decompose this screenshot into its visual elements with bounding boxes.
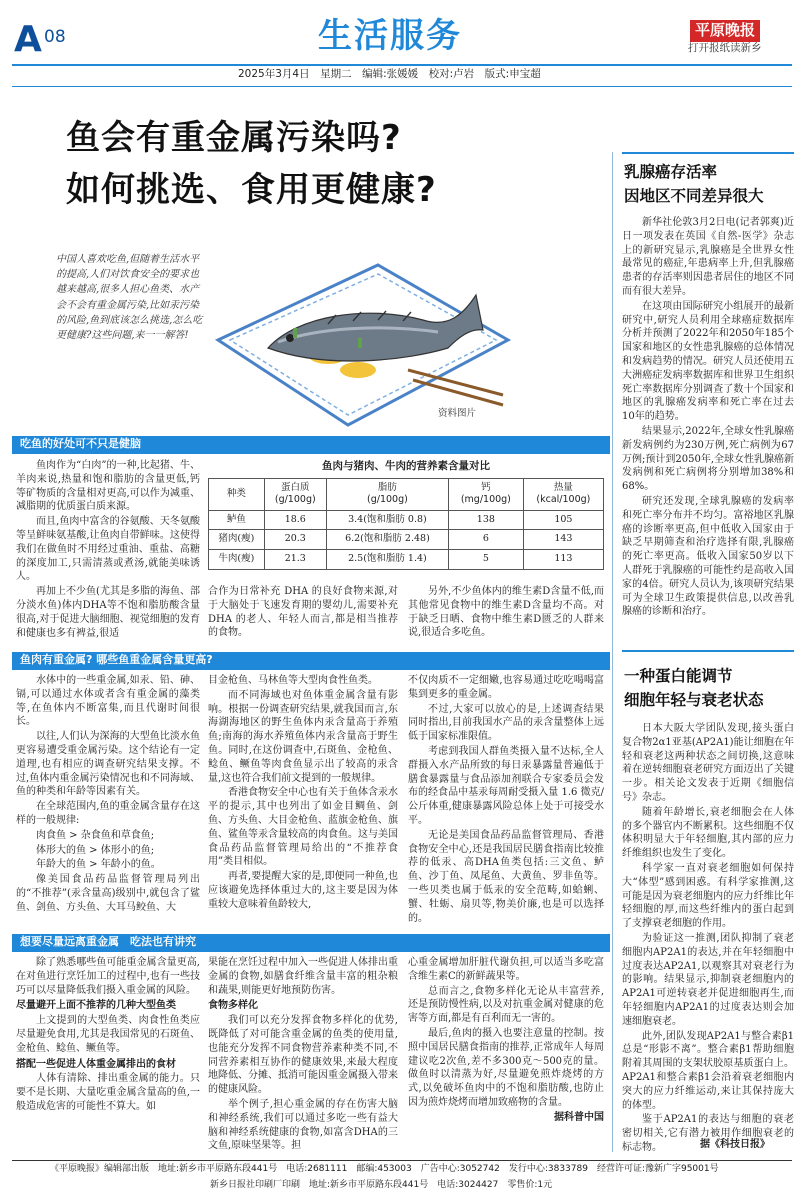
s3-col3 xyxy=(408,956,604,1154)
image-caption: 资料图片 xyxy=(438,408,477,419)
s1-col1 xyxy=(16,459,200,645)
paragraph: 像美国食品药品监督管理局列出的“不推荐”(汞含量高)级别中,就包含了鲨鱼、剑鱼、方头鱼、大耳马鲛鱼、大 xyxy=(16,874,200,913)
paragraph: 研究还发现,全球乳腺癌的发病率和死亡率分布并不均匀。富裕地区乳腺癌的诊断率更高,但中低收入国家由于缺乏早期筛查和治疗选择有限,乳腺癌的死亡率更高。低收入国家50岁以下人群死于乳腺癌的可能性约是高收入国家的4倍。研究人员认为,该项研究结果可为全球卫生政策提供信息,以改善乳腺癌的诊断和治疗。 xyxy=(622,495,794,618)
section-bar-1 xyxy=(12,436,610,454)
s2-col3 xyxy=(408,674,604,930)
table-cell: 猪肉(瘦) xyxy=(209,530,265,550)
right-article1-title-line2: 因地区不同差异很大 xyxy=(624,187,764,205)
table-cell: 18.6 xyxy=(264,510,326,530)
paragraph: 为验证这一推测,团队抑制了衰老细胞内AP2A1的表达,并在年轻细胞中过度表达AP2A1,以观察其对衰老行为的影响。结果显示,抑制衰老细胞内的AP2A1可逆转衰老并促进细胞再生,而年轻细胞内AP2A1的过度表达则会加速细胞衰老。 xyxy=(622,932,794,1027)
right-article2-title-line2: 细胞年轻与衰老状态 xyxy=(624,691,764,709)
paragraph: 香港食物安全中心也有关于鱼体含汞水平的提示,其中也列出了如金目鲷鱼、剑鱼、方头鱼、大目金枪鱼、蓝旗金枪鱼、旗鱼、鲨鱼等汞含量较高的肉食鱼。这与美国食品药品监督管理局给出的“不推荐食用”类目相似。 xyxy=(208,787,398,868)
section-bar-3-label: 想要尽量远离重金属 吃法也有讲究 xyxy=(20,935,196,948)
table-cell: 2.5(饱和脂肪 1.4) xyxy=(326,549,448,569)
paragraph: 在全球范围内,鱼的重金属含量存在这样的一般规律: xyxy=(16,801,200,826)
section-bar-2 xyxy=(12,652,610,670)
paragraph: 体形大的鱼 > 体形小的鱼; xyxy=(36,844,155,856)
paragraph: 果能在烹饪过程中加入一些促进人体排出重金属的食物,如膳食纤维含量丰富的粗杂粮和蔬果,则能更好地预防伤害。 xyxy=(208,957,398,996)
paragraph: 举个例子,担心重金属的存在伤害大脑和神经系统,我们可以通过多吃一些有益大脑和神经系统健康的食物,如富含DHA的三文鱼,原味坚果等。担 xyxy=(208,1098,398,1152)
paragraph: 我们可以充分发挥食物多样化的优势,既降低了对可能含重金属的鱼类的使用量,也能充分发挥不同食物营养素种类不同,不同营养素相互协作的健康效果,来最大程度地降低、分摊、抵消可能因重金属摄入带来的健康风险。 xyxy=(208,1015,398,1096)
table-cell: 6 xyxy=(448,530,523,550)
paragraph: 日本大阪大学团队发现,接头蛋白复合物2α1亚基(AP2A1)能让细胞在年轻和衰老这两种状态之间切换,这意味着在逆转细胞衰老研究方面迈出了关键一步。相关论文发表于近期《细胞信号》杂志。 xyxy=(622,723,794,803)
paragraph: 新华社伦敦3月2日电(记者郭爽)近日一项发表在英国《自然-医学》杂志上的新研究显示,乳腺癌是全世界女性最常见的癌症,年患病率上升,但乳腺癌患者的存活率则因患者居住的地区不同而有很大差异。 xyxy=(622,217,794,297)
footer-line1: 《平原晚报》编辑部出版 地址:新乡市平原路东段441号 电话:2681111 邮编:453003 广告中心:3052742 发行中心:3833789 经营许可证:豫新广字95001号 xyxy=(50,1164,719,1174)
paragraph: 鉴于AP2A1的表达与细胞的衰老密切相关,它有潜力被用作细胞衰老的标志物。 xyxy=(622,1114,794,1153)
table-title: 鱼肉与猪肉、牛肉的营养素含量对比 xyxy=(322,460,490,472)
paragraph: 合作为日常补充 DHA 的良好食物来源,对于大脑处于飞速发育期的婴幼儿,需要补充 DHA 的老人、年轻人而言,都是相当推荐的食物。 xyxy=(208,586,398,639)
paragraph: 考虑到我国人群鱼类摄入量不达标,全人群摄入水产品所致的每日汞暴露量普遍低于膳食暴露量与食品添加剂联合专家委员会发布的经食品中基汞每周耐受摄入量 1.6 微克/公斤体重,健康暴露风险总体上处于可接受水平。 xyxy=(408,745,604,826)
paragraph: 心重金属增加肝脏代谢负担,可以适当多吃富含维生素C的新鲜蔬果等。 xyxy=(408,957,604,982)
table-cell: 21.3 xyxy=(264,549,326,569)
table-cell: 鲈鱼 xyxy=(209,510,265,530)
table-cell: 5 xyxy=(448,549,523,569)
paragraph: 结果显示,2022年,全球女性乳腺癌新发病例约为230万例,死亡病例为67万例;预计到2050年,全球女性乳腺癌新发病例和死亡病例将分别增加38%和68%。 xyxy=(622,425,794,493)
table-row xyxy=(209,530,604,550)
right-article1-title-line1: 乳腺癌存活率 xyxy=(624,163,718,181)
footer-rule xyxy=(12,1160,792,1161)
page-number: 08 xyxy=(44,27,66,47)
article-source: 据科普中国 xyxy=(554,1111,604,1123)
paragraph: 科学家一直对衰老细胞如何保持大“体型”感到困惑。有科学家推测,这可能是因为衰老细胞内的应力纤维比年轻细胞的厚,而这些纤维内的蛋白起到了支撑衰老细胞的作用。 xyxy=(622,862,794,930)
page-letter: A xyxy=(14,19,41,60)
paragraph: 而且,鱼肉中富含的谷氨酸、天冬氨酸等呈鲜味氨基酸,让鱼肉自带鲜味。这使得我们在做鱼时不用经过重油、重盐、高糖的深度加工,只需清蒸或煮汤,就能美味诱人。 xyxy=(16,516,200,583)
logo-tagline: 打开报纸读新乡 xyxy=(688,42,762,54)
paragraph: 年龄大的鱼 > 年龄小的鱼。 xyxy=(36,859,161,871)
table-header-cell: 钙 (mg/100g) xyxy=(448,478,523,510)
right-article2-source: 据《科技日报》 xyxy=(700,1139,770,1150)
column-divider xyxy=(612,152,613,1152)
right-article2-rule xyxy=(622,650,794,652)
footer-line2: 新乡日报社印刷厂印刷 地址:新乡市平原路东段441号 电话:3024427 零售价:1元 xyxy=(210,1180,553,1190)
paragraph: 以往,人们认为深海的大型鱼比淡水鱼更容易遭受重金属污染。这个结论有一定道理,也有相应的调查研究结果支撑。不过,鱼体内重金属污染情况也和不同海域、鱼的种类和年龄等因素有关。 xyxy=(16,731,200,798)
intro-text: 中国人喜欢吃鱼,但随着生活水平的提高,人们对饮食安全的要求也越来越高,很多人担心鱼类、水产会不会有重金属污染,比如汞污染的风险,鱼到底该怎么挑选,怎么吃更健康?这些问题,来一一解答! xyxy=(56,254,203,341)
subheading: 搭配一些促进人体重金属排出的食材 xyxy=(16,1058,176,1070)
headline-line1: 鱼会有重金属污染吗? xyxy=(66,118,402,158)
paragraph: 肉食鱼 > 杂食鱼和草食鱼; xyxy=(36,829,155,841)
header-rule-bottom xyxy=(12,86,792,87)
paragraph: 另外,不少鱼体内的维生素D含量不低,而其他常见食物中的维生素D含量均不高。对于缺乏日晒、食物中维生素D匮乏的人群来说,很适合多吃鱼。 xyxy=(408,586,604,639)
paragraph: 鱼肉作为“白肉”的一种,比起猪、牛、羊肉来说,热量和饱和脂肪的含量更低,钙等矿物质的含量相对更高,可以作为减重、减脂期的优质蛋白质来源。 xyxy=(16,460,200,513)
table-cell: 143 xyxy=(523,530,603,550)
section-bar-3 xyxy=(12,934,610,952)
headline-line2: 如何挑选、食用更健康? xyxy=(66,170,437,210)
section-bar-2-label: 鱼肉有重金属? 哪些鱼重金属含量更高? xyxy=(20,653,213,666)
fish-plate-illustration xyxy=(208,220,518,435)
table-header-cell: 种类 xyxy=(209,478,265,510)
subheading: 尽量避开上面不推荐的几种大型鱼类 xyxy=(16,1000,176,1012)
table-row xyxy=(209,549,604,569)
paragraph: 随着年龄增长,衰老细胞会在人体的多个器官内不断累积。这些细胞不仅体积明显大于年轻细胞,其内部的应力纤维组织也发生了变化。 xyxy=(622,806,794,860)
section-title: 生活服务 xyxy=(318,16,462,56)
right-article2-title-line1: 一种蛋白能调节 xyxy=(624,667,733,685)
paragraph: 人体有清除、排出重金属的能力。只要不是长期、大量吃重金属含量高的鱼,一般造成危害的可能性不算大。如 xyxy=(16,1073,200,1112)
table-cell: 6.2(饱和脂肪 2.48) xyxy=(326,530,448,550)
s2-col1 xyxy=(16,674,200,930)
s1-col3 xyxy=(408,585,604,645)
table-row xyxy=(209,510,604,530)
paragraph: 不过,大家可以放心的是,上述调查结果同时指出,目前我国水产品的汞含量整体上远低于国家标准限值。 xyxy=(408,703,604,743)
table-header-cell: 热量 (kcal/100g) xyxy=(523,478,603,510)
s1-col2 xyxy=(208,585,398,645)
table-cell: 3.4(饱和脂肪 0.8) xyxy=(326,510,448,530)
table-header-cell: 脂肪 (g/100g) xyxy=(326,478,448,510)
newspaper-logo: 平原晚报 xyxy=(690,20,760,42)
section-bar-1-label: 吃鱼的好处可不只是健脑 xyxy=(20,437,141,450)
header-rule xyxy=(12,64,792,66)
subheading: 食物多样化 xyxy=(208,1000,258,1012)
table-cell: 20.3 xyxy=(264,530,326,550)
table-cell: 105 xyxy=(523,510,603,530)
issue-meta: 2025年3月4日 星期二 编辑:张媛媛 校对:卢岩 版式:申宝超 xyxy=(238,68,541,80)
paragraph: 无论是美国食品药品监督管理局、香港食物安全中心,还是我国居民膳食指南比较推荐的低汞、高DHA鱼类包括:三文鱼、鲈鱼、沙丁鱼、凤尾鱼、大黄鱼、罗非鱼等。一些贝类也属于低汞的安全范畴,如蛤蜊、蟹、牡蛎、扇贝等,物美价廉,也是可以选择的。 xyxy=(408,829,604,924)
paragraph: 而不同海域也对鱼体重金属含量有影响。根据一份调查研究结果,就我国而言,东海湖海地区的野生鱼体内汞含量高于养殖鱼;南海的海水养殖鱼体内汞含量高于野生鱼。同时,在这份调查中,石斑鱼、金枪鱼、鲶鱼、鳜鱼等肉食鱼显示出了较高的汞含量,这也符合我们前文提到的一般规律。 xyxy=(208,689,398,784)
paragraph: 再者,要提醒大家的是,即便同一种鱼,也应该避免选择体重过大的,这主要是因为体重较大意味着鱼龄较大, xyxy=(208,871,398,910)
right-article1-rule xyxy=(622,152,794,154)
paragraph: 目金枪鱼、马林鱼等大型肉食性鱼类。 xyxy=(208,675,378,686)
table-header-cell: 蛋白质 (g/100g) xyxy=(264,478,326,510)
paragraph: 此外,团队发现AP2A1与整合素β1总是“形影不离”。整合素β1帮助细胞附着其周围的支架状胶原基质蛋白上。AP2A1和整合素β1会沿着衰老细胞内突大的应力纤维运动,来让其保持庞大的体型。 xyxy=(622,1030,794,1111)
paragraph: 在这项由国际研究小组展开的最新研究中,研究人员利用全球癌症数据库分析并预测了2022年和2050年185个国家和地区的女性患乳腺癌的总体情况和发病趋势的情况。研究人员还使用五大洲癌症发病率数据库和世界卫生组织死亡率数据库分别调查了数十个国家和地区的乳腺癌发病率和死亡率在过去10年的趋势。 xyxy=(622,300,794,423)
paragraph: 水体中的一些重金属,如汞、铅、砷、镉,可以通过水体或者含有重金属的藻类等,在鱼体内不断富集,而且代谢时间很长。 xyxy=(16,675,200,728)
paragraph: 不仅肉质不一定细嫩,也容易通过吃吃喝喝富集到更多的重金属。 xyxy=(408,675,604,700)
s3-col2 xyxy=(208,956,398,1154)
table-cell: 113 xyxy=(523,549,603,569)
right-article1-body xyxy=(622,216,794,638)
table-header-row xyxy=(209,478,604,510)
paragraph: 总而言之,食物多样化无论从丰富营养,还是预防慢性病,以及对抗重金属对健康的危害等方面,都是有百利而无一害的。 xyxy=(408,985,604,1025)
s3-col1 xyxy=(16,956,200,1154)
paragraph: 最后,鱼肉的摄入也要注意量的控制。按照中国居民膳食指南的推荐,正常成年人每周建议吃2次鱼,差不多300克～500克的量。做鱼时以清蒸为好,尽量避免煎炸烧烤的方式,以免破坏鱼肉中的不饱和脂肪酸,也防止因为煎炸烧烤而增加致癌物的含量。 xyxy=(408,1027,604,1108)
nutrition-table xyxy=(208,460,604,570)
paragraph: 再加上不少鱼(尤其是多脂的海鱼、部分淡水鱼)体内DHA等不饱和脂肪酸含量很高,对于促进大脑细胞、视觉细胞的发育和健康也多有裨益,很适 xyxy=(16,586,200,639)
s2-col2 xyxy=(208,674,398,930)
table-cell: 138 xyxy=(448,510,523,530)
table-cell: 牛肉(瘦) xyxy=(209,549,265,569)
paragraph: 上文提到的大型鱼类、肉食性鱼类应尽量避免食用,尤其是我国常见的石斑鱼、金枪鱼、鲶鱼、鳜鱼等。 xyxy=(16,1015,200,1054)
paragraph: 除了熟悉哪些鱼可能重金属含量更高,在对鱼进行烹饪加工的过程中,也有一些技巧可以尽量降低我们摄入重金属的风险。 xyxy=(16,957,200,996)
